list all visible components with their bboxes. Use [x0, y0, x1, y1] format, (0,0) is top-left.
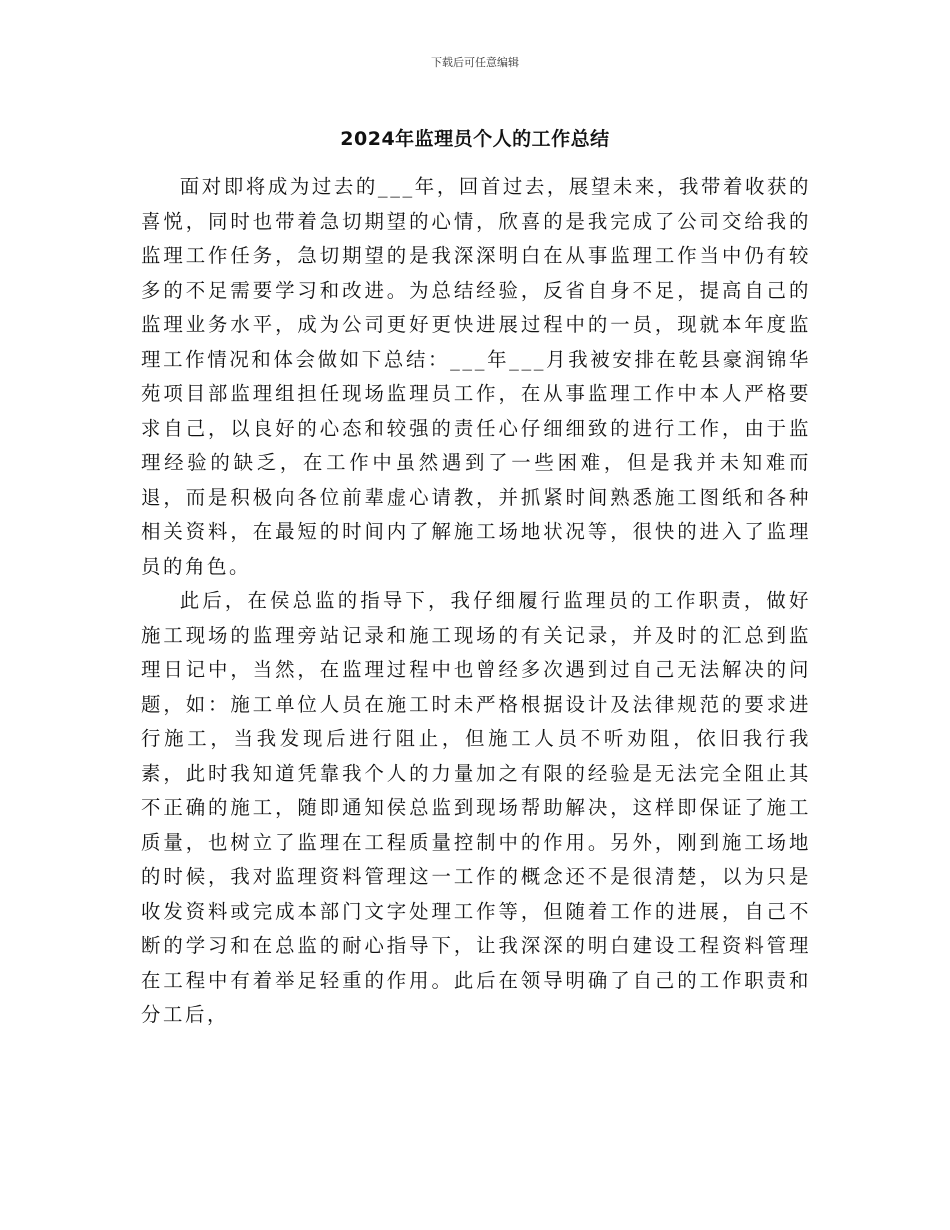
- paragraph: 面对即将成为过去的___年，回首过去，展望未来，我带着收获的喜悦，同时也带着急切期望的心情，欣喜的是我完成了公司交给我的监理工作任务，急切期望的是我深深明白在从事监理工作当中仍有较多的不足需要学习和改进。为总结经验，反省自身不足，提高自己的监理业务水平，成为公司更好更快进展过程中的一员，现就本年度监理工作情况和体会做如下总结：___年___月我被安排在乾县豪润锦华苑项目部监理组担任现场监理员工作，在从事监理工作中本人严格要求自己，以良好的心态和较强的责任心仔细细致的进行工作，由于监理经验的缺乏，在工作中虽然遇到了一些困难，但是我并未知难而退，而是积极向各位前辈虚心请教，并抓紧时间熟悉施工图纸和各种相关资料，在最短的时间内了解施工场地状况等，很快的进入了监理员的角色。: [141, 175, 811, 578]
- document-title: 2024年监理员个人的工作总结: [340, 128, 610, 150]
- header-note: 下载后可任意编辑: [431, 56, 519, 69]
- paragraph: 此后，在侯总监的指导下，我仔细履行监理员的工作职责，做好施工现场的监理旁站记录和施工现场的有关记录，并及时的汇总到监理日记中，当然，在监理过程中也曾经多次遇到过自己无法解决的问题，如：施工单位人员在施工时未严格根据设计及法律规范的要求进行施工，当我发现后进行阻止，但施工人员不听劝阻，依旧我行我素，此时我知道凭靠我个人的力量加之有限的经验是无法完全阻止其不正确的施工，随即通知侯总监到现场帮助解决，这样即保证了施工质量，也树立了监理在工程质量控制中的作用。另外，刚到施工场地的时候，我对监理资料管理这一工作的概念还不是很清楚，以为只是收发资料或完成本部门文字处理工作等，但随着工作的进展，自己不断的学习和在总监的耐心指导下，让我深深的明白建设工程资料管理在工程中有着举足轻重的作用。此后在领导明确了自己的工作职责和分工后，: [141, 589, 811, 1026]
- document-body: [141, 170, 811, 1033]
